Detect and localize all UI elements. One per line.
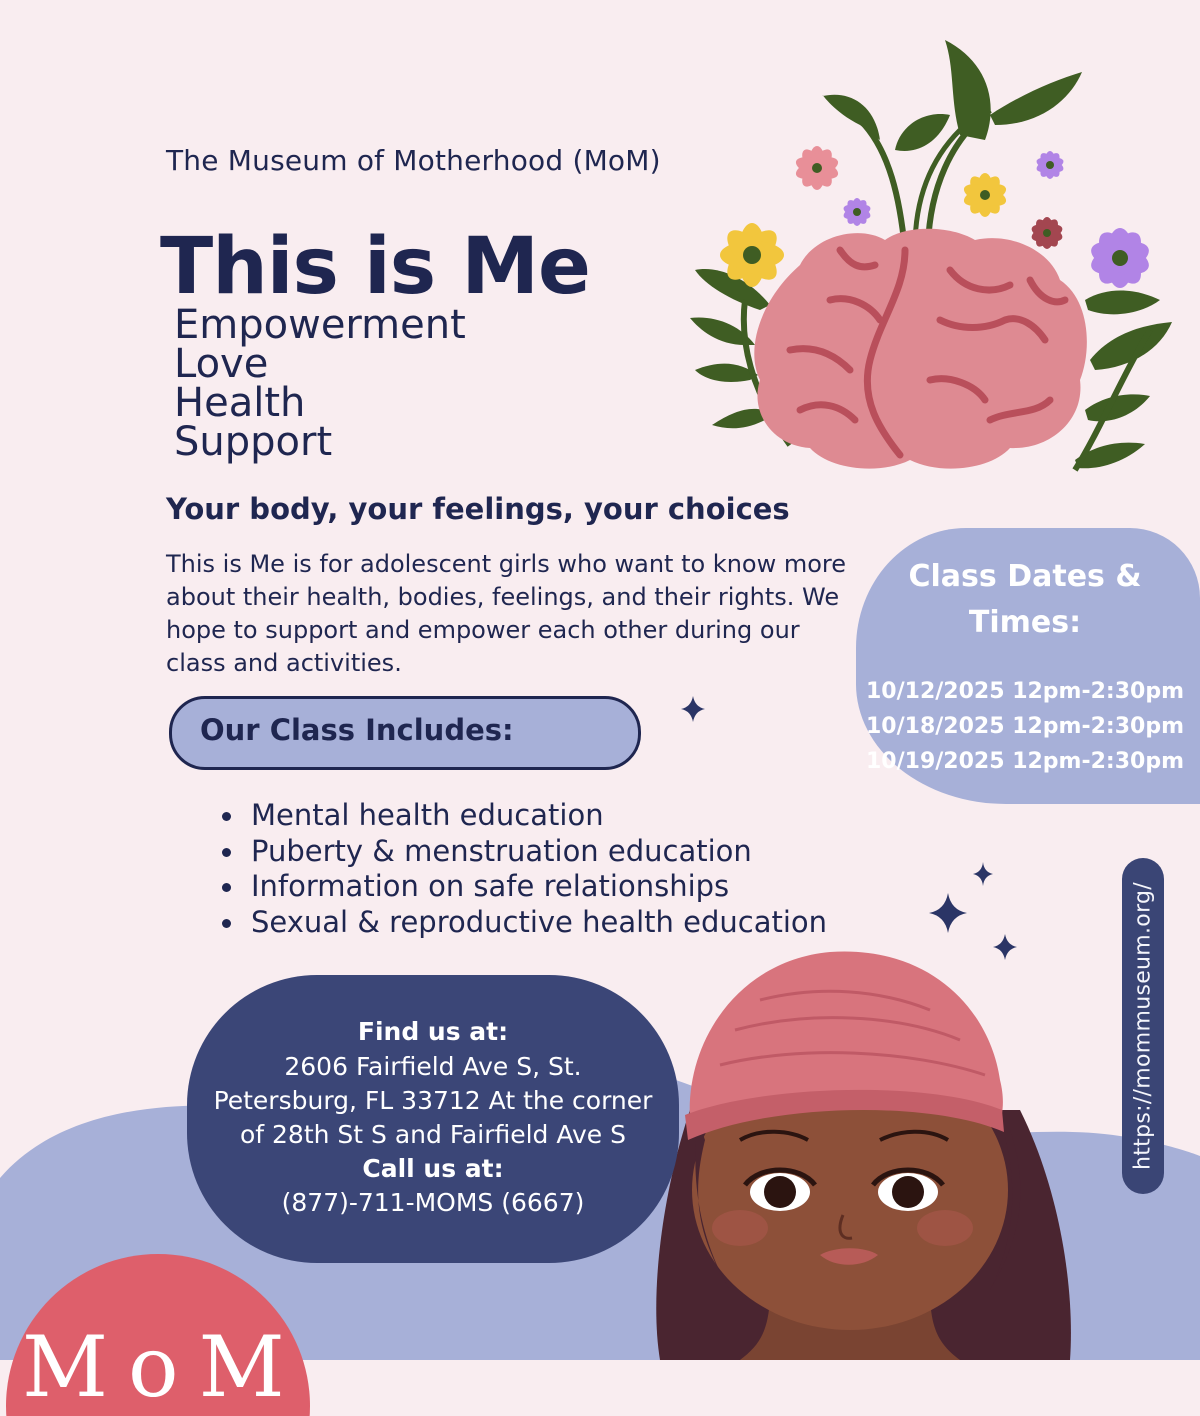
address-line: 2606 Fairfield Ave S, St.	[284, 1052, 582, 1081]
theme-item: Empowerment	[174, 302, 466, 348]
flower-icon	[1030, 216, 1065, 250]
page-title: This is Me	[160, 222, 590, 312]
flower-icon	[1087, 226, 1153, 291]
class-date-item: 10/19/2025 12pm-2:30pm	[866, 749, 1185, 774]
class-date-item: 10/18/2025 12pm-2:30pm	[866, 714, 1185, 739]
organization-name: The Museum of Motherhood (MoM)	[166, 144, 661, 177]
theme-item: Health	[174, 380, 306, 426]
description: This is Me is for adolescent girls who want to know more about their health, bodies, feelings, and their rights. We hope to support and empower each other during our class and activities.	[166, 550, 847, 677]
call-us-label: Call us at:	[362, 1154, 504, 1183]
flower-icon	[793, 145, 840, 191]
brain-illustration	[690, 30, 1190, 490]
list-item: Information on safe relationships	[218, 869, 827, 905]
list-item: Puberty & menstruation education	[218, 834, 827, 870]
logo: MoM	[22, 1318, 305, 1416]
website-link[interactable]: https://mommuseum.org/	[1130, 881, 1156, 1171]
phone-number[interactable]: (877)-711-MOMS (6667)	[281, 1188, 585, 1217]
theme-item: Support	[174, 419, 333, 465]
list-item: Mental health education	[218, 798, 827, 834]
contact-box	[187, 975, 679, 1263]
includes-pill	[169, 696, 641, 770]
class-dates-list	[866, 674, 1184, 779]
includes-label: Our Class Includes:	[200, 713, 514, 747]
class-dates-title: Class Dates & Times:	[908, 559, 1142, 640]
flower-icon	[842, 197, 872, 227]
address-line: of 28th St S and Fairfield Ave S	[239, 1120, 626, 1149]
flower-icon	[1035, 150, 1065, 180]
list-item: Sexual & reproductive health education	[218, 905, 827, 941]
flower-icon	[961, 172, 1008, 218]
find-us-label: Find us at:	[357, 1017, 509, 1046]
class-date-item: 10/12/2025 12pm-2:30pm	[866, 679, 1185, 704]
address-line: Petersburg, FL 33712 At the corner	[213, 1086, 653, 1115]
theme-list	[174, 302, 466, 465]
theme-item: Love	[174, 341, 269, 387]
includes-list	[218, 798, 827, 940]
website-pill[interactable]	[1122, 858, 1164, 1194]
tagline: Your body, your feelings, your choices	[166, 492, 790, 526]
class-dates-box	[856, 528, 1200, 804]
girl-illustration	[620, 940, 1080, 1360]
